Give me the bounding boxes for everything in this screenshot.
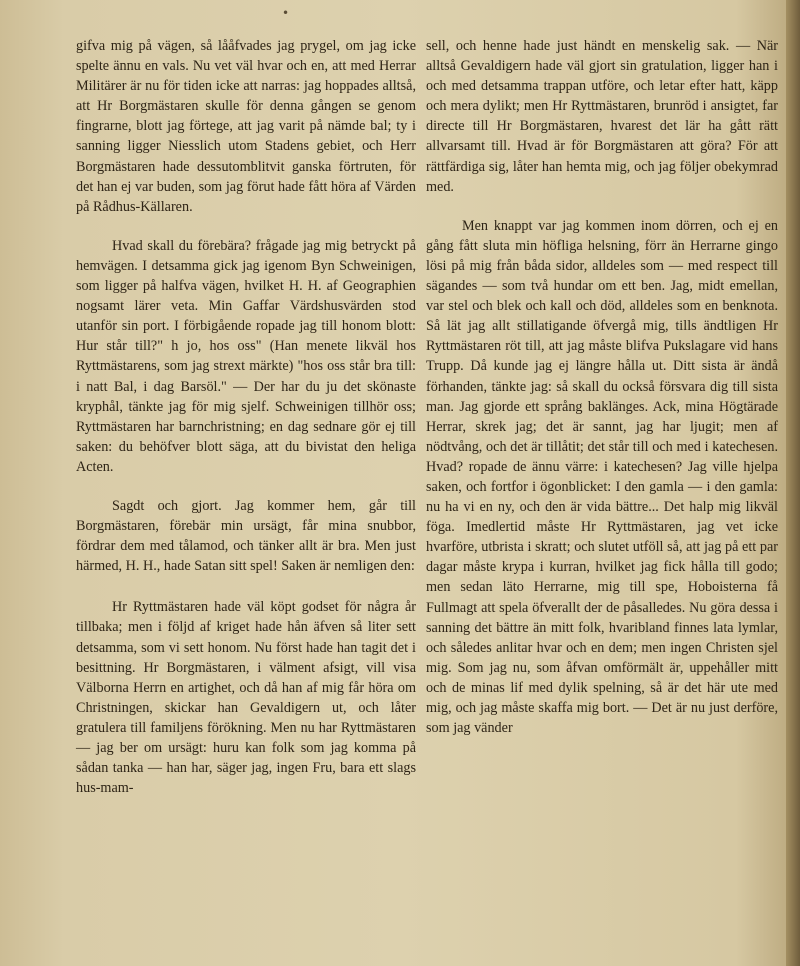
page-mark: • (282, 6, 290, 20)
right-column (426, 36, 778, 738)
left-paragraph-3: Sagdt och gjort. Jag kommer hem, går till Borgmästaren, förebär min ursägt, får mina snubbor, fördrar dem med tålamod, och tänker allt är bra. Men just härmed, H. H., hade Satan sitt spel! Saken är nemligen den: (76, 497, 416, 575)
left-column (76, 36, 416, 798)
right-paragraph-1: sell, och henne hade just händt en menskelig sak. — När alltså Gevaldigern hade väl gjort sin gratulation, ligger han i och med detsamma trappan utföre, och letar efter hatt, käpp och mera dylikt; men Hr Ryttmästaren, brunröd i ansigtet, far directe till Hr Borgmästaren, hvarest det lär ha gått rätt allvarsamt till. Hvad är för Borgmästaren att göra? För att rättfärdiga sig, låter han hemta mig, och jag följer obekymrad med. (426, 38, 778, 195)
left-paragraph-1: gifva mig på vägen, så lååfvades jag prygel, om jag icke spelte ännu en vals. Nu vet väl hvar och en, att med Herrar Militärer är nu för tiden icke att narras: jag hoppades alltså, att Hr Borgmästaren skulle för denna gången se genom fingrarne, blott jag förtege, att jag varit på nämde bal; ty i sanning ligger Niesslich utom Stadens gebiet, och Herr Borgmästaren hade dessutomblitvit ganska förtruten, för det han ej var buden, som jag förut hade fått höra af Värden på Rådhus-Källaren. (76, 38, 416, 215)
book-spine (786, 0, 800, 966)
left-paragraph-4: Hr Ryttmästaren hade väl köpt godset för några år tillbaka; men i följd af kriget hade hån äfven så liter sett detsamma, som vi sett honom. Nu först hade han tagit det i besittning. Hr Borgmästaren, i välment afsigt, vill visa Välborna Herrn en artighet, och då han af mig får höra om Christningen, skickar han Gevaldigern ut, och låter gratulera till familjens förökning. Men nu har Ryttmästaren — jag ber om ursägt: huru kan folk som jag komma på sådan tanka — han har, säger jag, ingen Fru, bara ett slags hus-mam- (76, 599, 416, 797)
right-paragraph-2: Men knappt var jag kommen inom dörren, och ej en gång fått sluta min höfliga helsning, förr än Herrarne gingo lösi på mig från båda sidor, alldeles som — med respect till sägandes — som två hundar om ett ben. Jag, midt emellan, var stel och blek och kall och död, alldeles som en benknota. Så lät jag allt stillatigande öfvergå mig, tills ändtligen Hr Ryttmästaren röt till, att jag måste blifva Pukslagare vid hans Trupp. Då kunde jag ej längre hålla ut. Ditt sista är ändå förhanden, tänkte jag: så skall du också försvara dig till sista man. Jag gjorde ett språng baklänges. Ack, mina Högtärade Herrar, skrek jag; det är sannt, jag har ljugit; men af nödtvång, och det är tillåtit; det står till och med i katechesen. Hvad? ropade de ännu värre: i katechesen? Jag ville hjelpa saken, och fortfor i ögonblicket: I den gamla — i den gamla: nu ha vi en ny, och den är vida bättre... Det halp mig likväl föga. Imedlertid måste Hr Ryttmästaren, jag vet icke hvarföre, utbrista i skratt; och slutet utföll så, att jag på ett par dagar måste krypa i kurran, hvilket jag fick hålla till godo; men sedan läto Herrarne, mig till spe, Hoboisterna få Fullmagt att spela öfverallt der de påsalledes. Nu göra dessa i sanning det bättre än mitt folk, hvaribland finnes lata lymlar, och således anlitar hvar och en dem; men ingen Christen sjel mig. Som jag nu, som åfvan omförmält är, uppehåller mitt och de minas lif med dylik spelning, så är det här ute med mig, och jag måste skaffa mig bort. — Det är nu just derföre, som jag vänder (426, 217, 778, 737)
left-paragraph-2: Hvad skall du förebära? frågade jag mig betryckt på hemvägen. I detsamma gick jag igenom Byn Schweinigen, som ligger på halfva vägen, hvilket H. H. af Geographien nogsamt lärer veta. Min Gaffar Värdshusvärden stod utanför sin port. I förbigående ropade jag till honom blott: Hur står till?" h jo, hos oss" (Han menete likväl hos Ryttmästarens, som jag strext märkte) "hos oss står bra till: i natt Bal, i dag Barsöl." — Der har du ju det skönaste kryphål, tänkte jag för mig sjelf. Schweinigen tillhör oss; Ryttmästaren har barnchristning; en dag sednare gör ej till saken: du behöfver blott säga, att du bivistat den heliga Acten. (76, 237, 416, 475)
